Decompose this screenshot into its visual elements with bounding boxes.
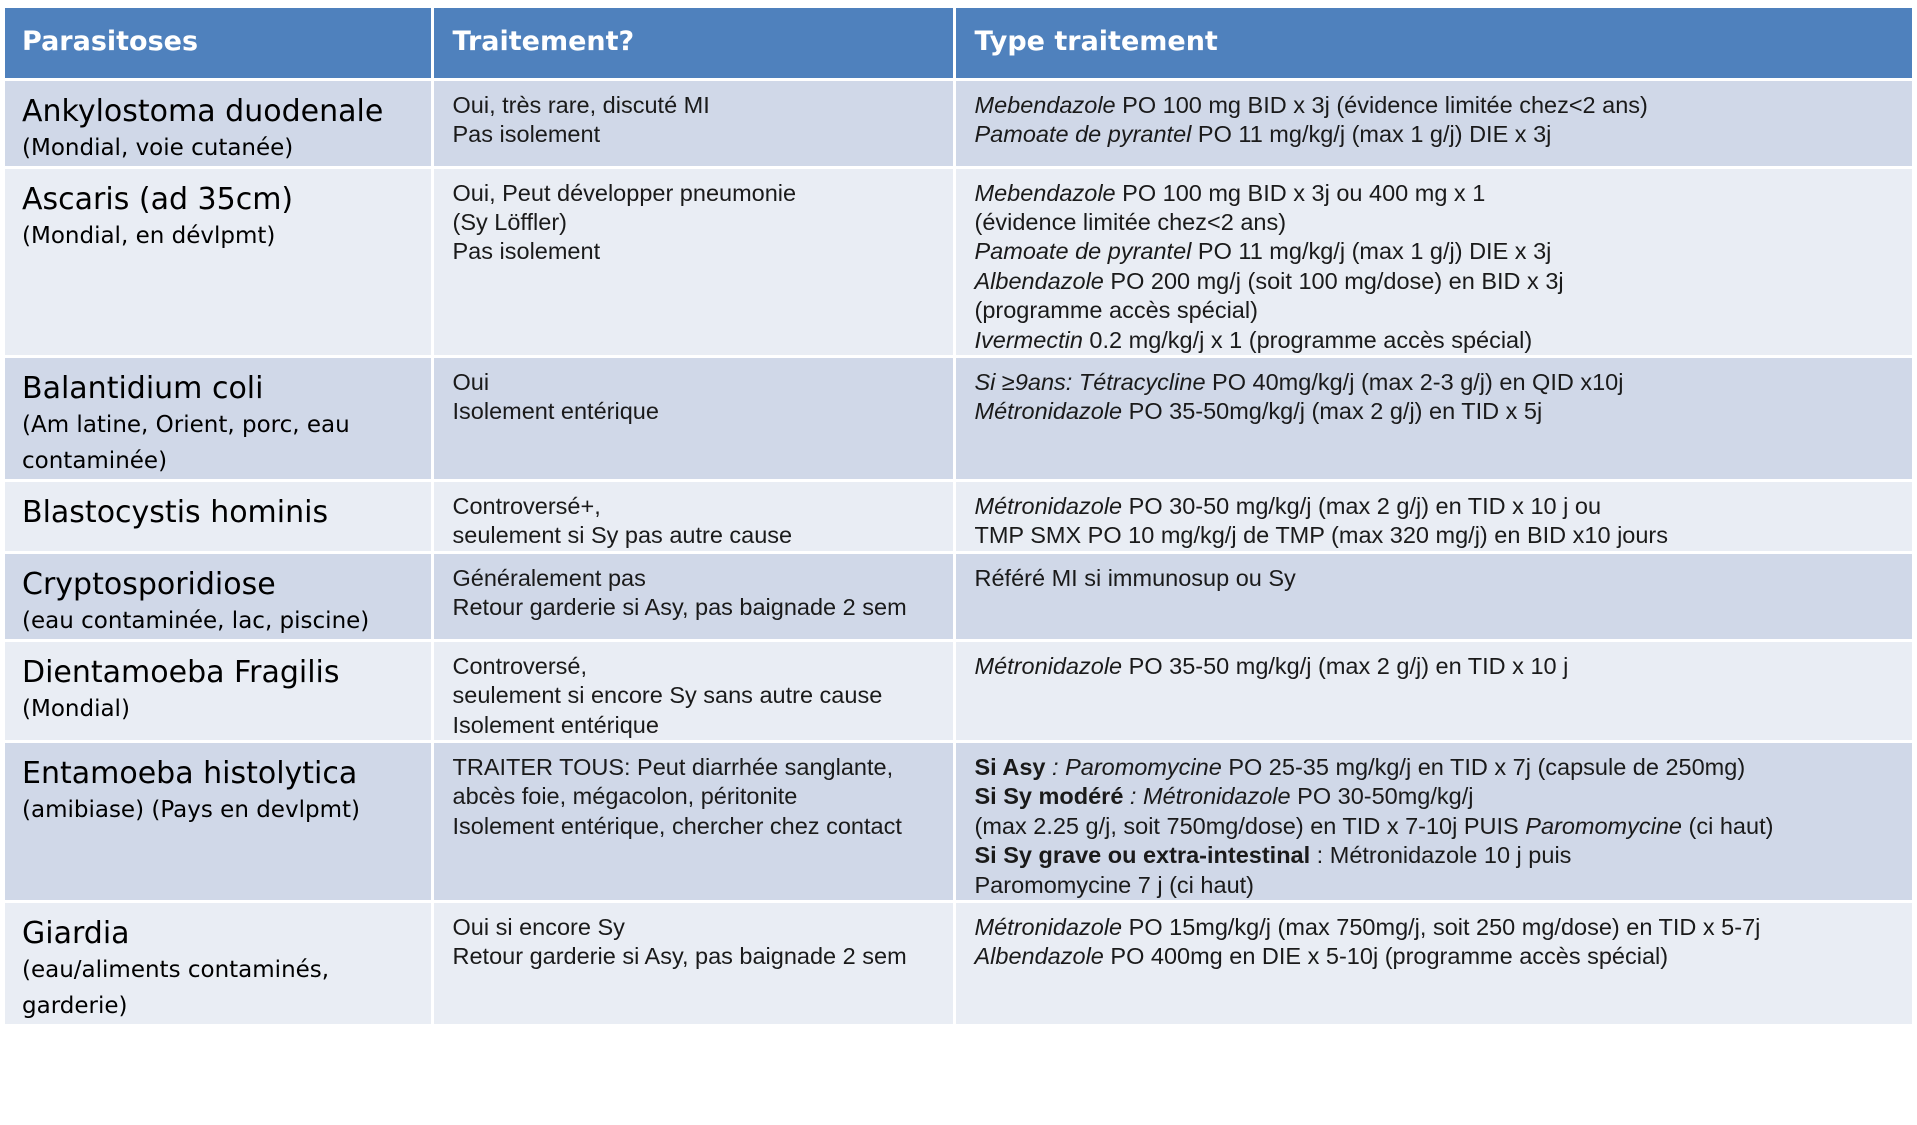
dosage-text: : Métronidazole 10 j puis (1310, 842, 1572, 869)
type-traitement-line (975, 652, 1904, 681)
traitement-line: Pas isolement (452, 120, 601, 147)
header-traitement: Traitement? (432, 8, 954, 79)
type-traitement-line (975, 753, 1904, 782)
traitement-cell (432, 741, 954, 901)
traitement-line: Isolement entérique (452, 398, 659, 425)
dosage-text: (évidence limitée chez<2 ans) (974, 208, 1287, 235)
traitement-line: Oui si encore Sy (452, 914, 625, 940)
parasite-name: Ascaris (ad 35cm) (22, 181, 294, 217)
dosage-text: 0.2 mg/kg/j x 1 (programme accès spécial) (1082, 326, 1533, 353)
type-traitement-line (975, 208, 1904, 237)
traitement-line: seulement si Sy pas autre cause (452, 522, 793, 549)
traitement-line: Isolement entérique, chercher chez contact (452, 812, 902, 839)
drug-name: Ivermectin (974, 326, 1083, 353)
type-traitement-line (975, 812, 1904, 841)
parasite-note: (Mondial, en dévlpmt) (22, 222, 276, 249)
dosage-text: (ci haut) (1682, 812, 1774, 839)
table-row (5, 741, 1913, 901)
type-traitement-line (975, 913, 1904, 942)
type-traitement-line (975, 782, 1904, 811)
dosage-text: PO 30-50mg/kg/j (1290, 783, 1474, 810)
traitement-cell (432, 167, 954, 356)
traitement-line: Controversé+, (452, 492, 601, 519)
traitement-line: (Sy Löffler) (452, 208, 567, 235)
dosage-text: PO 15mg/kg/j (max 750mg/j, soit 250 mg/dose) en TID x 5-7j (1122, 914, 1761, 940)
parasite-cell (5, 480, 432, 552)
dosage-text: PO 11 mg/kg/j (max 1 g/j) DIE x 3j (1191, 120, 1552, 147)
type-traitement-line (975, 267, 1904, 296)
type-traitement-line (975, 871, 1904, 900)
drug-name: : Paromomycine (1045, 753, 1222, 780)
table-row (5, 356, 1913, 480)
type-traitement-line (975, 179, 1904, 208)
dosage-text: PO 200 mg/j (soit 100 mg/dose) en BID x 3j (1103, 267, 1564, 294)
traitement-cell (432, 902, 954, 1026)
traitement-cell (432, 640, 954, 741)
dosage-text: PO 400mg en DIE x 5-10j (programme accès spécial) (1103, 943, 1669, 970)
drug-name: : Métronidazole (1123, 783, 1291, 810)
traitement-line: Isolement entérique (452, 711, 659, 738)
drug-name: Si ≥9ans: Tétracycline (974, 368, 1206, 395)
type-traitement-cell (954, 902, 1913, 1026)
parasite-name: Blastocystis hominis (22, 494, 329, 530)
table-row (5, 167, 1913, 356)
parasite-cell (5, 356, 432, 480)
parasite-name: Cryptosporidiose (22, 566, 276, 602)
parasite-note: (Am latine, Orient, porc, eau contaminée) (22, 411, 350, 474)
drug-name: Mebendazole (974, 179, 1116, 206)
drug-name: Albendazole (974, 267, 1104, 294)
dosage-text: (programme accès spécial) (974, 297, 1258, 324)
type-traitement-line (975, 326, 1904, 355)
type-traitement-line (975, 120, 1904, 149)
dosage-text: PO 35-50mg/kg/j (max 2 g/j) en TID x 5j (1122, 398, 1543, 425)
type-traitement-line (975, 841, 1904, 870)
table-row (5, 480, 1913, 552)
header-type-traitement: Type traitement (954, 8, 1913, 79)
condition-label: Si Sy grave ou extra-intestinal (974, 842, 1311, 869)
drug-name: Métronidazole (974, 914, 1123, 940)
parasite-cell (5, 640, 432, 741)
parasite-cell (5, 79, 432, 167)
type-traitement-line (975, 237, 1904, 266)
parasite-name: Dientamoeba Fragilis (22, 654, 340, 690)
traitement-line: seulement si encore Sy sans autre cause (452, 682, 883, 709)
parasite-name: Ankylostoma duodenale (22, 93, 384, 129)
traitement-line: Pas isolement (452, 238, 601, 265)
parasite-name: Giardia (22, 916, 130, 951)
condition-label: Si Sy modéré (974, 783, 1124, 810)
type-traitement-line (975, 368, 1904, 397)
parasite-note: (eau/aliments contaminés, garderie) (22, 957, 330, 1019)
drug-name: Métronidazole (974, 652, 1123, 679)
table-row (5, 902, 1913, 1026)
parasite-cell (5, 741, 432, 901)
header-row (5, 8, 1913, 79)
drug-name: Albendazole (974, 943, 1104, 970)
type-traitement-cell (954, 552, 1913, 640)
drug-name: Pamoate de pyrantel (974, 238, 1192, 265)
dosage-text: PO 100 mg BID x 3j (évidence limitée chez<2 ans) (1115, 91, 1648, 118)
parasite-note: (amibiase) (Pays en devlpmt) (22, 796, 360, 823)
traitement-line: Oui, Peut développer pneumonie (452, 179, 797, 206)
traitement-line: Généralement pas (452, 564, 646, 591)
parasite-note: (Mondial) (22, 695, 130, 722)
dosage-text: Référé MI si immunosup ou Sy (974, 564, 1296, 591)
type-traitement-cell (954, 167, 1913, 356)
traitement-cell (432, 480, 954, 552)
traitement-line: Controversé, (452, 652, 588, 679)
parasite-note: (Mondial, voie cutanée) (22, 134, 294, 161)
type-traitement-cell (954, 640, 1913, 741)
drug-name: Paromomycine (1525, 812, 1682, 839)
type-traitement-line (975, 521, 1904, 550)
traitement-line: Oui (452, 368, 490, 395)
drug-name: Mebendazole (974, 91, 1116, 118)
traitement-cell (432, 79, 954, 167)
type-traitement-cell (954, 741, 1913, 901)
traitement-cell (432, 552, 954, 640)
dosage-text: PO 40mg/kg/j (max 2-3 g/j) en QID x10j (1205, 368, 1624, 395)
traitement-line: Retour garderie si Asy, pas baignade 2 sem (452, 943, 907, 970)
dosage-text: PO 100 mg BID x 3j ou 400 mg x 1 (1115, 179, 1486, 206)
traitement-line: Retour garderie si Asy, pas baignade 2 sem (452, 594, 907, 621)
dosage-text: Paromomycine 7 j (ci haut) (974, 871, 1254, 898)
dosage-text: PO 25-35 mg/kg/j en TID x 7j (capsule de 250mg) (1221, 753, 1746, 780)
drug-name: Pamoate de pyrantel (974, 120, 1192, 147)
traitement-line: Oui, très rare, discuté MI (452, 91, 710, 118)
type-traitement-line (975, 296, 1904, 325)
type-traitement-cell (954, 79, 1913, 167)
drug-name: Métronidazole (974, 398, 1123, 425)
type-traitement-line (975, 942, 1904, 971)
parasite-name: Entamoeba histolytica (22, 755, 358, 791)
type-traitement-line (975, 397, 1904, 426)
traitement-line: TRAITER TOUS: Peut diarrhée sanglante, abcès foie, mégacolon, péritonite (452, 753, 894, 810)
parasitoses-table (5, 8, 1915, 1027)
type-traitement-line (975, 91, 1904, 120)
type-traitement-cell (954, 356, 1913, 480)
table-row (5, 640, 1913, 741)
type-traitement-line (975, 564, 1904, 593)
dosage-text: PO 11 mg/kg/j (max 1 g/j) DIE x 3j (1191, 238, 1552, 265)
type-traitement-line (975, 492, 1904, 521)
header-parasitoses: Parasitoses (5, 8, 432, 79)
type-traitement-cell (954, 480, 1913, 552)
traitement-cell (432, 356, 954, 480)
dosage-text: PO 35-50 mg/kg/j (max 2 g/j) en TID x 10 j (1122, 652, 1569, 679)
dosage-text: TMP SMX PO 10 mg/kg/j de TMP (max 320 mg/j) en BID x10 jours (974, 522, 1669, 549)
dosage-text: (max 2.25 g/j, soit 750mg/dose) en TID x 7-10j PUIS (974, 812, 1526, 839)
condition-label: Si Asy (974, 753, 1046, 780)
parasite-cell (5, 902, 432, 1026)
parasite-note: (eau contaminée, lac, piscine) (22, 607, 370, 634)
parasite-cell (5, 552, 432, 640)
drug-name: Métronidazole (974, 492, 1123, 519)
parasite-cell (5, 167, 432, 356)
parasite-name: Balantidium coli (22, 370, 264, 406)
table-row (5, 552, 1913, 640)
dosage-text: PO 30-50 mg/kg/j (max 2 g/j) en TID x 10 j ou (1122, 492, 1602, 519)
table-row (5, 79, 1913, 167)
